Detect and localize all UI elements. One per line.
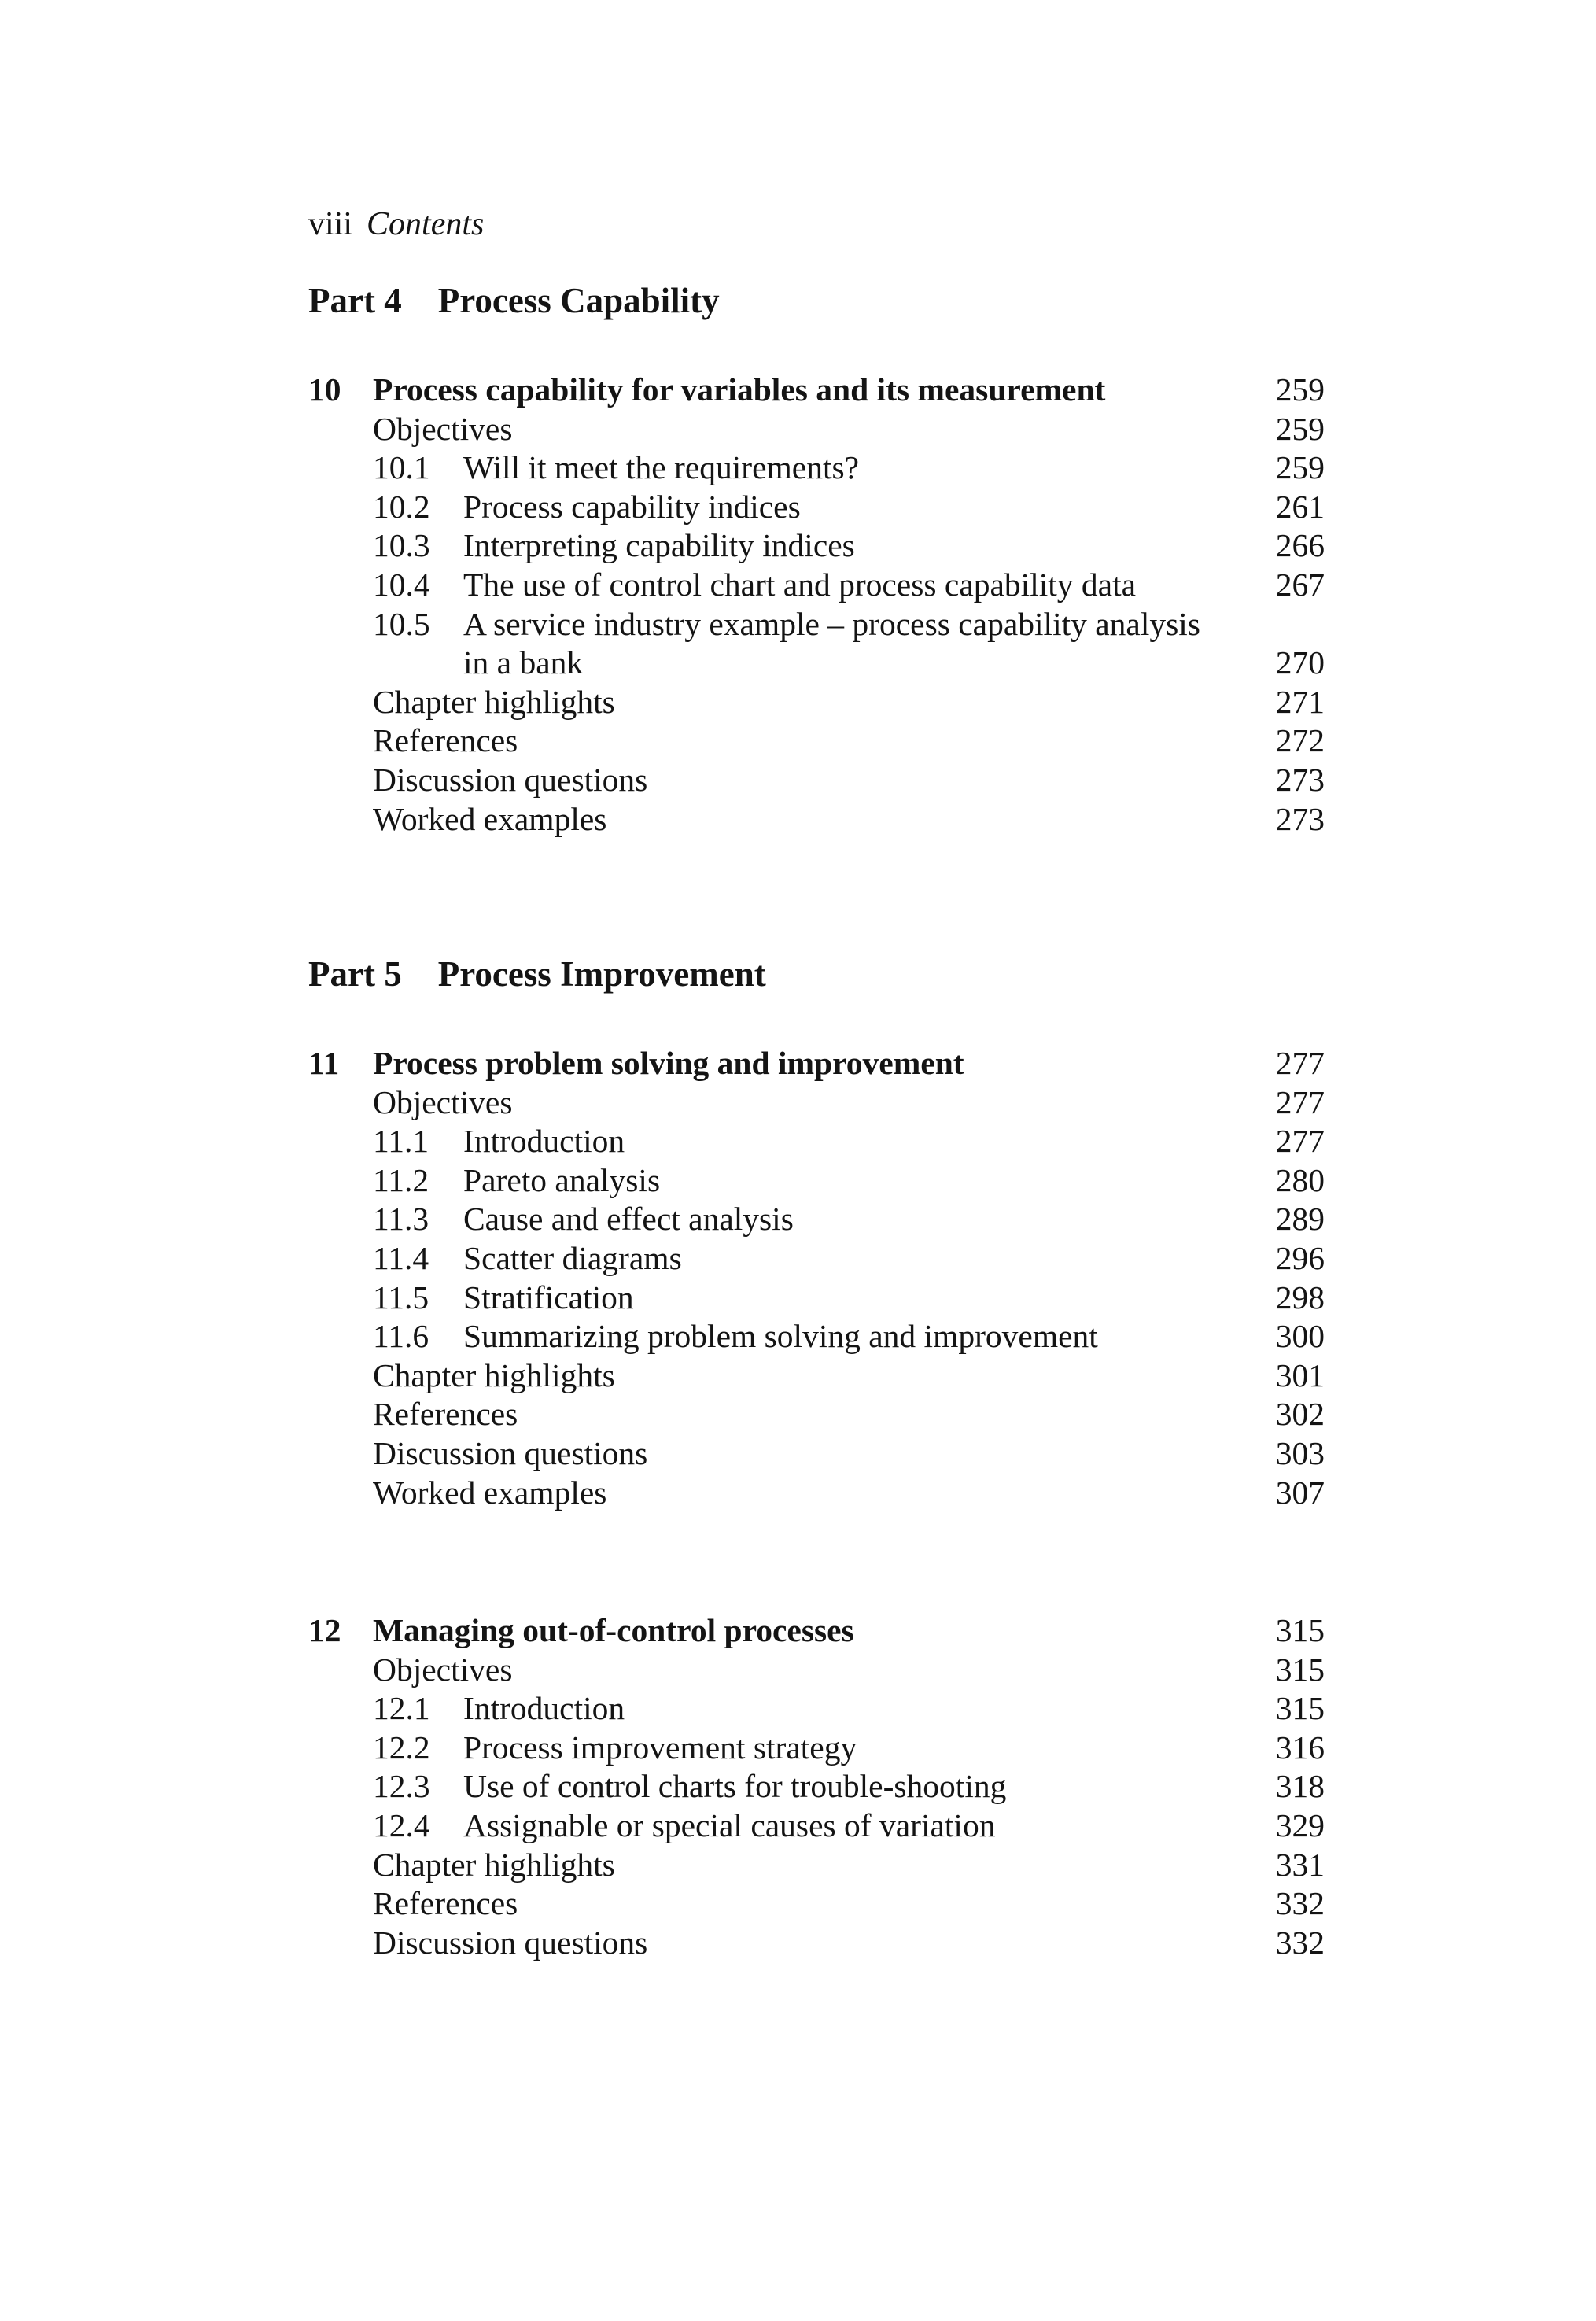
section-number: 10.5 (373, 605, 430, 642)
chapter-page: 277 (1275, 1045, 1325, 1081)
toc-entry[interactable] (308, 1200, 1325, 1239)
toc-entry[interactable] (308, 1884, 1325, 1924)
part-heading (308, 951, 766, 997)
toc-entry[interactable] (308, 410, 1325, 449)
chapter-number: 11 (308, 1045, 340, 1081)
entry-page: 259 (1275, 410, 1325, 447)
entry-page: 296 (1275, 1239, 1325, 1276)
toc-entry[interactable] (308, 1924, 1325, 1963)
entry-title: Chapter highlights (373, 1846, 615, 1883)
section-title: Will it meet the requirements? (463, 449, 860, 486)
entry-title: Objectives (373, 1083, 513, 1120)
entry-page: 259 (1275, 449, 1325, 486)
entry-page: 289 (1275, 1201, 1325, 1238)
entry-title: Objectives (373, 1651, 513, 1688)
entry-page: 298 (1275, 1279, 1325, 1315)
toc-entry[interactable] (308, 1846, 1325, 1885)
entry-page: 272 (1275, 722, 1325, 759)
section-title: Introduction (463, 1690, 625, 1727)
toc-entry[interactable] (308, 800, 1325, 839)
section-number: 10.3 (373, 527, 430, 564)
running-head-title: Contents (367, 206, 485, 242)
chapter-heading[interactable] (308, 371, 1325, 410)
toc-entry[interactable] (308, 1122, 1325, 1161)
entry-title: Discussion questions (373, 1434, 648, 1471)
section-title: A service industry example – process capability analysis (463, 605, 1200, 642)
section-number: 12.4 (373, 1806, 430, 1843)
toc-entry[interactable] (308, 1317, 1325, 1356)
chapter-10 (308, 371, 1325, 839)
section-number: 11.1 (373, 1123, 429, 1160)
section-number: 12.3 (373, 1768, 430, 1805)
toc-entry-continuation[interactable] (308, 644, 1325, 683)
section-title: Cause and effect analysis (463, 1201, 794, 1238)
entry-title: Discussion questions (373, 761, 648, 798)
toc-entry[interactable] (308, 448, 1325, 488)
toc-entry[interactable] (308, 1083, 1325, 1123)
entry-page: 316 (1275, 1729, 1325, 1766)
toc-entry[interactable] (308, 1474, 1325, 1513)
section-title: Process improvement strategy (463, 1729, 857, 1766)
toc-entry[interactable] (308, 526, 1325, 566)
entry-page: 301 (1275, 1356, 1325, 1393)
chapter-12 (308, 1611, 1325, 1962)
chapter-number: 10 (308, 371, 341, 408)
entry-title: References (373, 1885, 518, 1922)
toc-entry[interactable] (308, 1395, 1325, 1434)
entry-page: 315 (1275, 1651, 1325, 1688)
toc-entry[interactable] (308, 1689, 1325, 1729)
entry-page: 266 (1275, 527, 1325, 564)
toc-entry[interactable] (308, 1767, 1325, 1806)
toc-entry[interactable] (308, 1729, 1325, 1768)
entry-page: 302 (1275, 1396, 1325, 1433)
entry-page: 271 (1275, 683, 1325, 720)
toc-entry[interactable] (308, 683, 1325, 722)
section-title: Stratification (463, 1279, 634, 1315)
section-number: 10.2 (373, 488, 430, 525)
section-title: Assignable or special causes of variation (463, 1806, 996, 1843)
chapter-page: 259 (1275, 371, 1325, 408)
entry-title: Chapter highlights (373, 1356, 615, 1393)
chapter-title: Managing out-of-control processes (373, 1612, 854, 1648)
entry-page: 277 (1275, 1083, 1325, 1120)
toc-entry[interactable] (308, 761, 1325, 800)
entry-page: 267 (1275, 566, 1325, 603)
part-heading (308, 278, 720, 323)
part-title: Process Capability (437, 281, 720, 320)
entry-page: 329 (1275, 1806, 1325, 1843)
toc-entry[interactable] (308, 1161, 1325, 1201)
section-number: 11.2 (373, 1161, 429, 1198)
toc-entry[interactable] (308, 1239, 1325, 1279)
toc-entry[interactable] (308, 1279, 1325, 1318)
part-label: Part 5 (308, 954, 402, 994)
section-number: 10.1 (373, 449, 430, 486)
toc-entry[interactable] (308, 566, 1325, 605)
chapter-11 (308, 1044, 1325, 1512)
entry-page: 332 (1275, 1885, 1325, 1922)
entry-page: 277 (1275, 1123, 1325, 1160)
entry-page: 315 (1275, 1690, 1325, 1727)
entry-title: Chapter highlights (373, 683, 615, 720)
page-label: viii (308, 206, 353, 242)
section-number: 10.4 (373, 566, 430, 603)
entry-page: 331 (1275, 1846, 1325, 1883)
section-title: The use of control chart and process capability data (463, 566, 1137, 603)
section-title: Use of control charts for trouble-shooting (463, 1768, 1007, 1805)
entry-page: 303 (1275, 1434, 1325, 1471)
section-number: 11.6 (373, 1318, 429, 1355)
section-title: Pareto analysis (463, 1161, 661, 1198)
toc-entry[interactable] (308, 1356, 1325, 1396)
chapter-page: 315 (1275, 1612, 1325, 1648)
section-number: 11.4 (373, 1239, 429, 1276)
section-number: 12.1 (373, 1690, 430, 1727)
toc-entry[interactable] (308, 488, 1325, 527)
entry-page: 273 (1275, 761, 1325, 798)
section-title: Summarizing problem solving and improvement (463, 1318, 1098, 1355)
entry-title: References (373, 722, 518, 759)
toc-entry[interactable] (308, 1434, 1325, 1474)
chapter-heading[interactable] (308, 1611, 1325, 1651)
entry-page: 261 (1275, 488, 1325, 525)
section-number: 12.2 (373, 1729, 430, 1766)
section-title: Scatter diagrams (463, 1239, 682, 1276)
entry-page: 300 (1275, 1318, 1325, 1355)
entry-title: Worked examples (373, 1474, 607, 1511)
entry-page: 318 (1275, 1768, 1325, 1805)
section-title: Introduction (463, 1123, 625, 1160)
chapter-number: 12 (308, 1612, 341, 1648)
chapter-heading[interactable] (308, 1044, 1325, 1083)
section-number: 11.5 (373, 1279, 429, 1315)
section-number: 11.3 (373, 1201, 429, 1238)
entry-page: 307 (1275, 1474, 1325, 1511)
entry-page: 270 (1275, 644, 1325, 681)
entry-page: 273 (1275, 800, 1325, 837)
section-title: Interpreting capability indices (463, 527, 855, 564)
toc-entry[interactable] (308, 605, 1325, 644)
section-title-continuation: in a bank (463, 644, 584, 681)
section-title: Process capability indices (463, 488, 801, 525)
entry-title: References (373, 1396, 518, 1433)
part-label: Part 4 (308, 281, 402, 320)
entry-page: 280 (1275, 1161, 1325, 1198)
chapter-title: Process problem solving and improvement (373, 1045, 964, 1081)
part-title: Process Improvement (437, 954, 766, 994)
toc-entry[interactable] (308, 1651, 1325, 1690)
running-head (308, 203, 484, 245)
entry-title: Discussion questions (373, 1924, 648, 1961)
toc-entry[interactable] (308, 721, 1325, 761)
chapter-title: Process capability for variables and its measurement (373, 371, 1106, 408)
entry-title: Worked examples (373, 800, 607, 837)
entry-title: Objectives (373, 410, 513, 447)
toc-entry[interactable] (308, 1806, 1325, 1846)
entry-page: 332 (1275, 1924, 1325, 1961)
